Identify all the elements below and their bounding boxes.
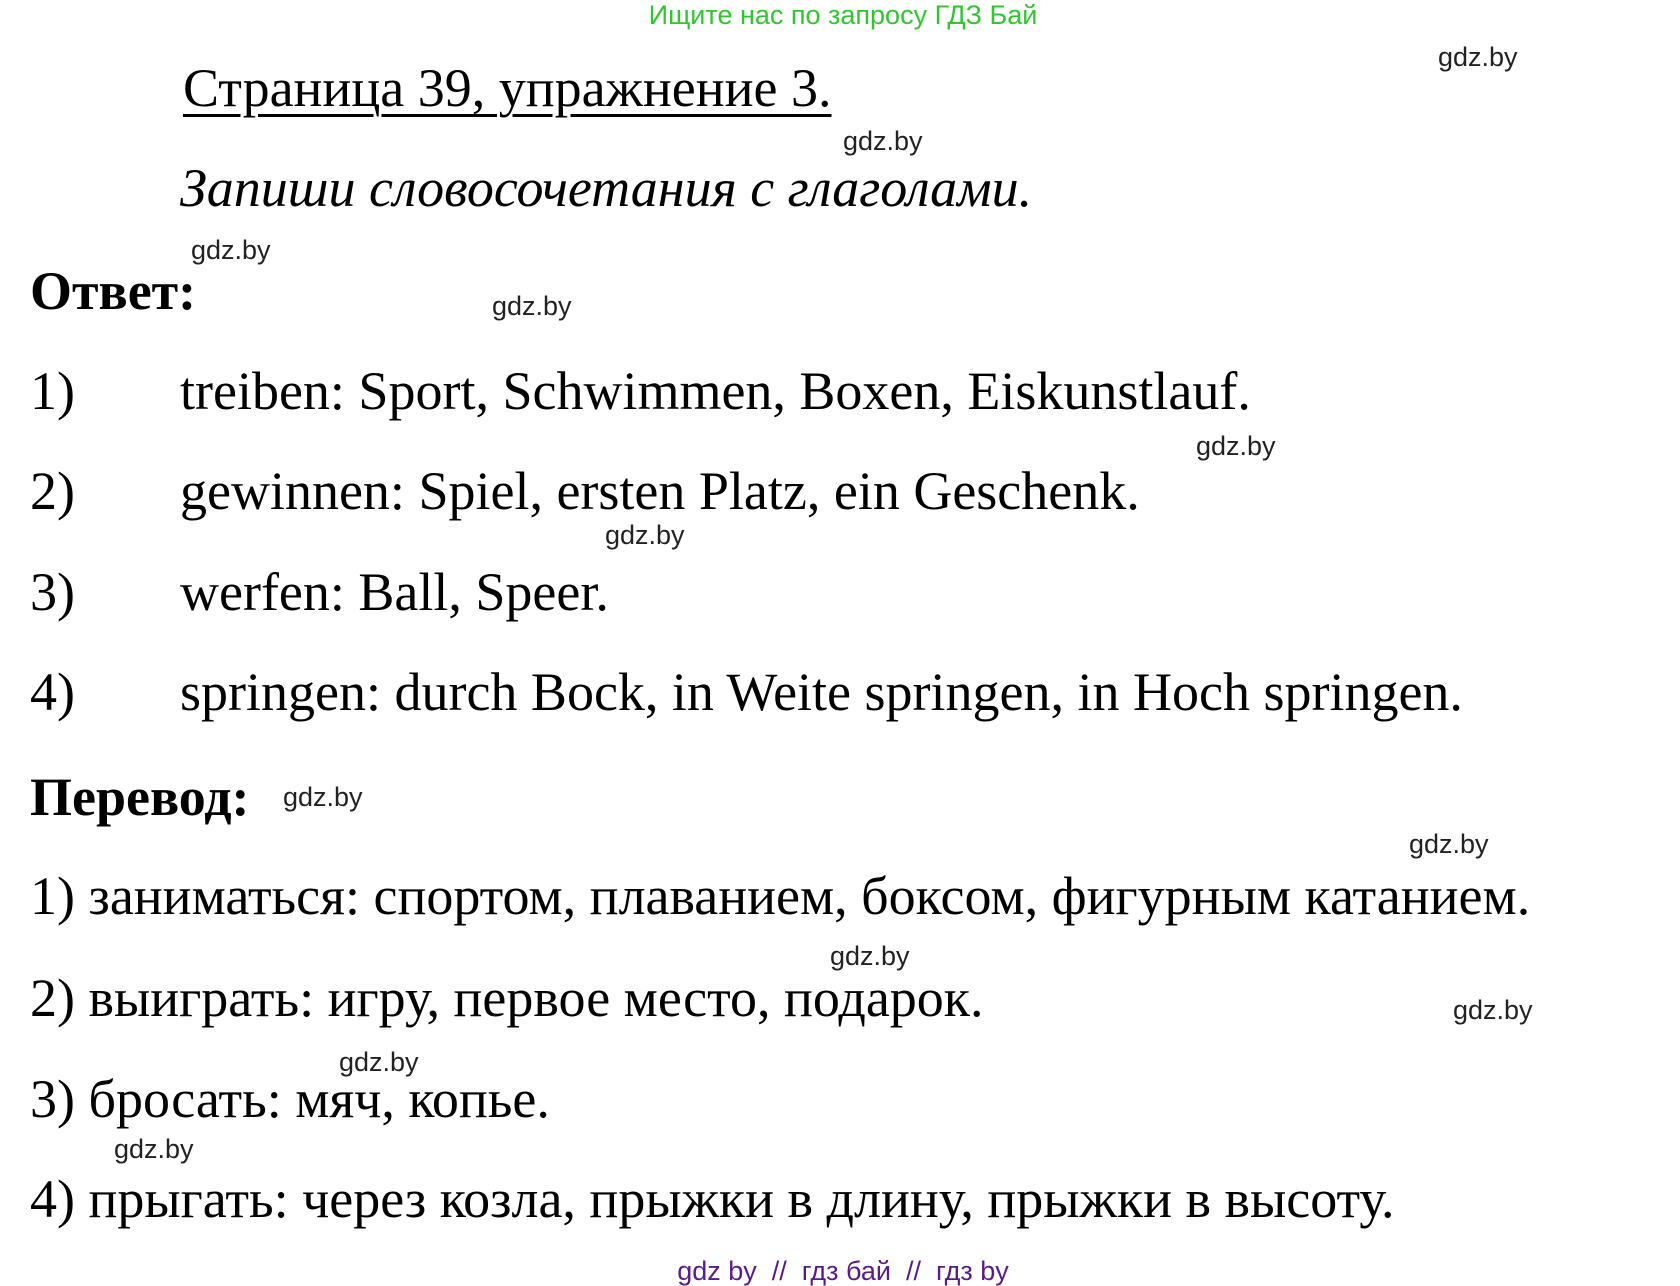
translation-heading: Перевод: — [30, 767, 250, 827]
watermark: gdz.by — [1196, 431, 1276, 461]
answer-text: treiben: Sport, Schwimmen, Boxen, Eiskunstlauf. — [180, 361, 1251, 421]
watermark: gdz.by — [605, 520, 685, 550]
watermark: gdz.by — [492, 291, 572, 321]
answer-text: gewinnen: Spiel, ersten Platz, ein Geschenk. — [180, 461, 1140, 521]
page-title: Страница 39, упражнение 3. — [183, 58, 832, 118]
footer-links: gdz by // гдз бай // гдз by — [677, 1256, 1009, 1286]
task-text: Запиши словосочетания с глаголами. — [180, 158, 1033, 218]
watermark: gdz.by — [283, 782, 363, 812]
watermark: gdz.by — [830, 941, 910, 971]
answer-number: 3) — [30, 562, 75, 622]
answer-text: springen: durch Bock, in Weite springen, in Hoch springen. — [180, 662, 1463, 722]
translation-line: 4) прыгать: через козла, прыжки в длину, прыжки в высоту. — [30, 1169, 1395, 1229]
answer-number: 2) — [30, 461, 75, 521]
watermark: gdz.by — [843, 126, 923, 156]
answer-number: 1) — [30, 361, 75, 421]
watermark: gdz.by — [1438, 42, 1518, 72]
answer-heading: Ответ: — [30, 261, 197, 321]
translation-line: 1) заниматься: спортом, плаванием, боксом, фигурным катанием. — [30, 866, 1531, 926]
watermark: gdz.by — [1409, 829, 1489, 859]
translation-line: 2) выиграть: игру, первое место, подарок. — [30, 968, 984, 1028]
answer-number: 4) — [30, 662, 75, 722]
watermark: gdz.by — [339, 1047, 419, 1077]
watermark: gdz.by — [114, 1134, 194, 1164]
search-notice: Ищите нас по запросу ГДЗ Бай — [648, 0, 1038, 30]
answer-text: werfen: Ball, Speer. — [180, 562, 609, 622]
watermark: gdz.by — [191, 235, 271, 265]
watermark: gdz.by — [1453, 995, 1533, 1025]
translation-line: 3) бросать: мяч, копье. — [30, 1069, 550, 1129]
